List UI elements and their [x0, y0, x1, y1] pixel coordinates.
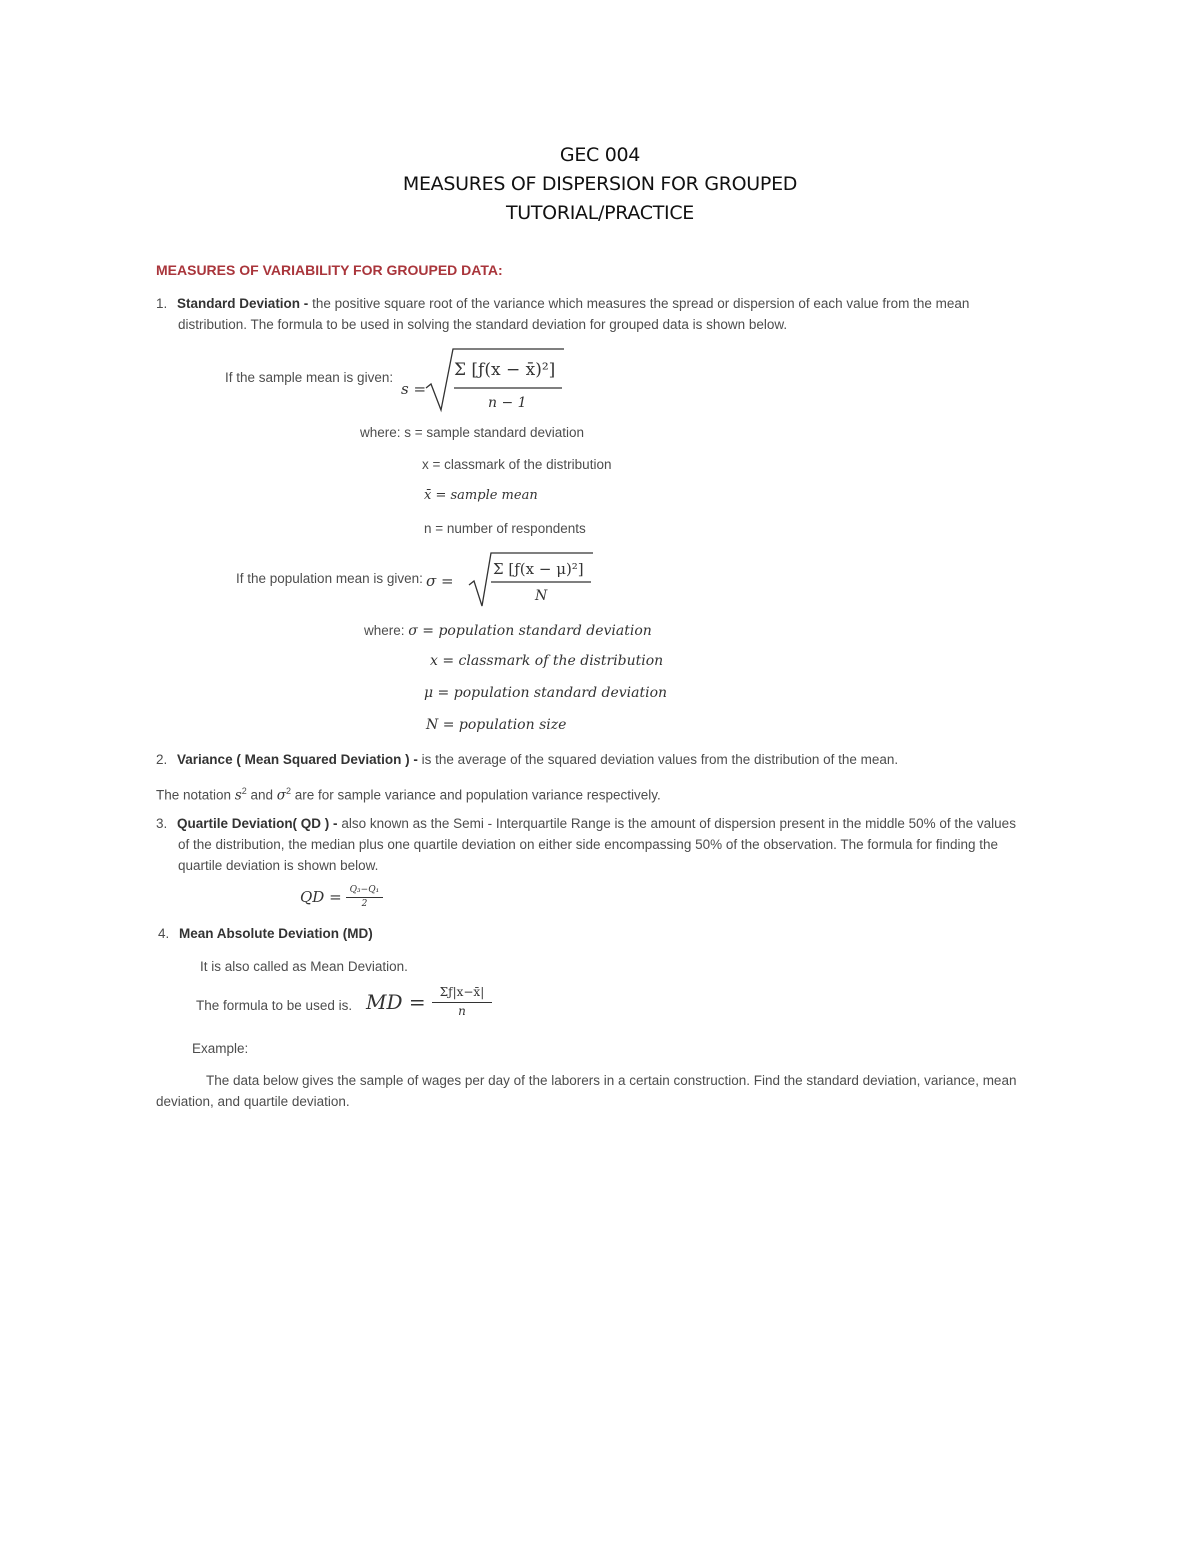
qd-paragraph	[156, 813, 1076, 834]
course-code: GEC 004	[559, 144, 641, 166]
where-pop-classmark: x = classmark of the distribution	[430, 653, 664, 669]
sd-number: 1.	[156, 296, 168, 311]
md-numerator: Σƒ|x−x̄|	[432, 985, 493, 1003]
example-label: Example:	[192, 1041, 249, 1056]
sd-desc-line2: distribution. The formula to be used in solving the standard deviation for grouped data is shown below.	[178, 317, 788, 332]
population-sd-numerator: Σ [ƒ(x − μ)²]	[493, 560, 584, 578]
qd-number: 3.	[156, 816, 168, 831]
qd-lhs: QD =	[300, 888, 342, 906]
sample-mean-label: If the sample mean is given:	[225, 370, 394, 385]
md-formula	[366, 985, 492, 1018]
variance-notation	[156, 781, 661, 807]
sd-term: Standard Deviation -	[177, 296, 309, 311]
md-number: 4.	[158, 926, 170, 941]
qd-desc-line3: quartile deviation is shown below.	[178, 858, 379, 873]
md-denominator: n	[458, 1004, 466, 1018]
notation-s-sup: 2	[241, 786, 247, 796]
variance-paragraph	[156, 749, 1056, 770]
sd-paragraph	[156, 293, 1056, 314]
notation-s: s	[234, 787, 242, 804]
notation-sigma: σ	[276, 787, 287, 804]
qd-fraction	[346, 885, 384, 909]
population-sd-formula	[423, 548, 598, 610]
where-sample-sd: where: s = sample standard deviation	[360, 425, 585, 440]
notation-pre: The notation	[156, 787, 235, 803]
where-mu: μ = population standard deviation	[424, 685, 668, 701]
document-title: MEASURES OF DISPERSION FOR GROUPED	[402, 173, 798, 195]
qd-desc-line1: also known as the Semi - Interquartile Range is the amount of dispersion present in the middle 50% of the values	[337, 816, 1016, 831]
variance-desc: is the average of the squared deviation values from the distribution of the mean.	[417, 752, 899, 767]
notation-sigma-sup: 2	[286, 786, 292, 796]
where-respondents: n = number of respondents	[424, 521, 586, 536]
xbar-symbol: x̄	[424, 488, 432, 503]
where-sample-mean	[424, 488, 538, 503]
population-sd-lhs: σ =	[426, 572, 454, 590]
qd-denominator: 2	[361, 899, 368, 909]
notation-and: and	[246, 787, 277, 803]
qd-formula	[300, 885, 383, 909]
section-heading: MEASURES OF VARIABILITY FOR GROUPED DATA:	[156, 262, 503, 278]
md-heading	[158, 923, 373, 944]
example-line2: deviation, and quartile deviation.	[156, 1094, 350, 1109]
qd-desc-line2: of the distribution, the median plus one quartile deviation on either side encompassing 50% of the observation. The formula for finding the	[178, 837, 999, 852]
md-also-called: It is also called as Mean Deviation.	[200, 959, 408, 974]
population-mean-label: If the population mean is given:	[236, 571, 423, 586]
example-line1: The data below gives the sample of wages per day of the laborers in a certain construction. Find the standard deviation, variance, mean	[206, 1073, 1017, 1088]
population-sd-def: σ = population standard deviation	[408, 623, 652, 639]
sample-sd-lhs: s =	[401, 380, 427, 398]
population-sd-denominator: N	[535, 588, 548, 604]
sample-sd-formula	[398, 344, 568, 414]
notation-post: are for sample variance and population variance respectively.	[291, 787, 661, 803]
sd-desc-line1: the positive square root of the variance which measures the spread or dispersion of each value from the mean	[308, 296, 970, 311]
variance-term: Variance ( Mean Squared Deviation ) -	[177, 752, 418, 767]
where-population-size: N = population size	[426, 717, 567, 733]
sample-sd-denominator: n − 1	[488, 395, 527, 411]
md-term: Mean Absolute Deviation (MD)	[179, 926, 373, 941]
qd-term: Quartile Deviation( QD ) -	[177, 816, 338, 831]
md-lhs: MD =	[366, 989, 426, 1014]
qd-numerator: Q₃−Q₁	[346, 885, 384, 898]
variance-number: 2.	[156, 752, 168, 767]
document-subtitle: TUTORIAL/PRACTICE	[505, 202, 695, 224]
md-fraction	[432, 985, 493, 1018]
sample-sd-numerator: Σ [ƒ(x − x̄)²]	[454, 360, 556, 380]
where-population-sd	[364, 620, 652, 641]
where-classmark: x = classmark of the distribution	[422, 457, 612, 472]
sample-mean-text: = sample mean	[431, 488, 538, 503]
md-formula-label: The formula to be used is.	[196, 998, 353, 1013]
where-prefix: where:	[364, 623, 409, 638]
